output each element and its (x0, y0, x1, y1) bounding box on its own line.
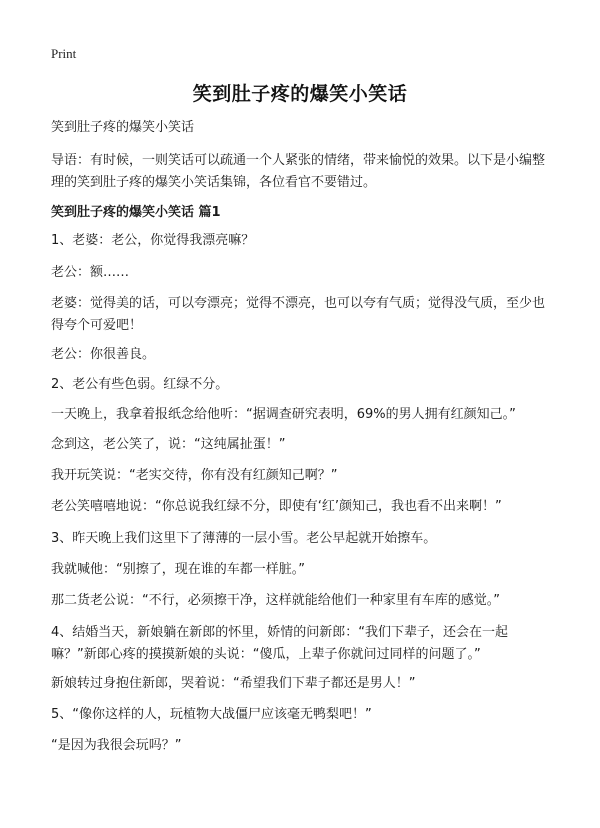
section-heading: 笑到肚子疼的爆笑小笑话 篇1 (51, 205, 221, 220)
paragraph: 2、老公有些色弱。红绿不分。 (51, 377, 229, 392)
paragraph: 老婆：觉得美的话，可以夸漂亮；觉得不漂亮，也可以夸有气质；觉得没气质，至少也得夸个可爱吧！ (51, 296, 546, 333)
paragraph: 那二货老公说：“不行，必须擦干净，这样就能给他们一种家里有车库的感觉。” (51, 593, 500, 608)
print-label: Print (51, 46, 77, 61)
paragraph: 3、昨天晚上我们这里下了薄薄的一层小雪。老公早起就开始擦车。 (51, 531, 437, 546)
paragraph: 1、老婆：老公，你觉得我漂亮嘛？ (51, 233, 255, 248)
paragraph: 老公：额…… (51, 265, 130, 280)
paragraph: 念到这，老公笑了，说：“这纯属扯蛋！” (51, 437, 286, 452)
paragraph: 一天晚上，我拿着报纸念给他听：“据调查研究表明，69%的男人拥有红颜知己。” (51, 407, 516, 422)
intro-paragraph: 导语：有时候，一则笑话可以疏通一个人紧张的情绪，带来愉悦的效果。以下是小编整理的笑到肚子疼的爆笑小笑话集锦，各位看官不要错过。 (51, 153, 546, 190)
subtitle: 笑到肚子疼的爆笑小笑话 (51, 120, 195, 135)
paragraph: 我就喊他：“别擦了，现在谁的车都一样脏。” (51, 562, 305, 577)
paragraph: “是因为我很会玩吗？” (51, 738, 182, 753)
paragraph: 5、“像你这样的人，玩植物大战僵尸应该毫无鸭梨吧！” (51, 707, 372, 722)
paragraph: 新娘转过身抱住新郎，哭着说：“希望我们下辈子都还是男人！” (51, 676, 416, 691)
page-title: 笑到肚子疼的爆笑小笑话 (192, 83, 408, 105)
paragraph: 老公：你很善良。 (51, 347, 156, 362)
paragraph: 老公笑嘻嘻地说：“你总说我红绿不分，即使有‘红’颜知己，我也看不出来啊！” (51, 499, 502, 514)
paragraph: 4、结婚当天，新娘躺在新郎的怀里，娇情的问新郎：“我们下辈子，还会在一起嘛？”新郎心疼的摸摸新娘的头说：“傻瓜，上辈子你就问过同样的问题了。” (51, 625, 509, 662)
paragraph: 我开玩笑说：“老实交待，你有没有红颜知己啊？” (51, 468, 338, 483)
